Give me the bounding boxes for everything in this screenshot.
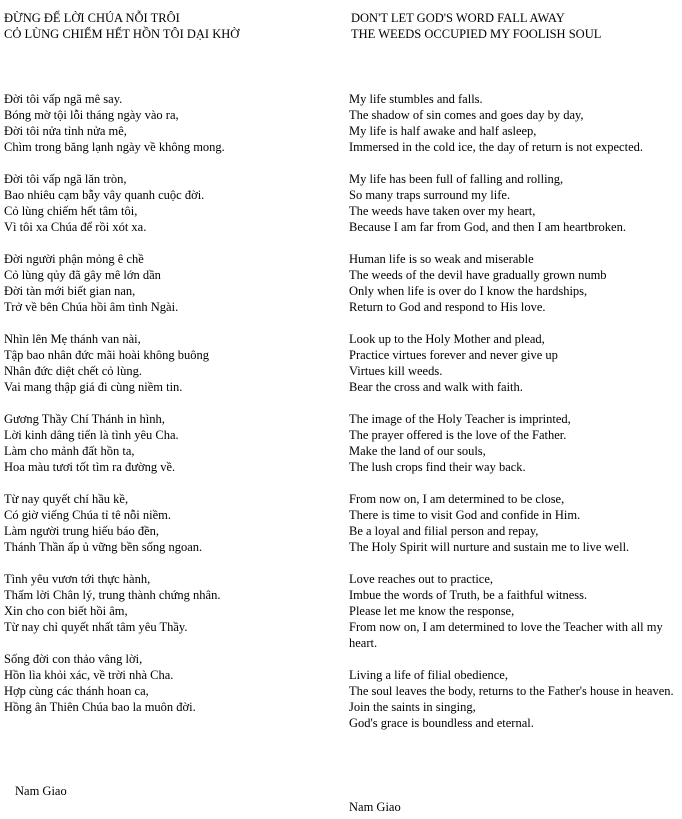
stanza [4,331,334,395]
poem-line: Có giờ viếng Chúa tỉ tê nỗi niềm. [4,508,172,522]
stanza [349,491,679,555]
poem-line: Vai mang thập giá đi cùng niềm tin. [4,380,183,394]
english-title [351,10,681,42]
poem-line: Bóng mờ tội lỗi tháng ngày vào ra, [4,108,179,122]
poem-line: Join the saints in singing, [349,700,476,714]
poem-line: Đời tôi vấp ngã mê say. [4,92,123,106]
poem-line: The shadow of sin comes and goes day by day, [349,108,584,122]
poem-line: Imbue the words of Truth, be a faithful witness. [349,588,588,602]
poem-line: From now on, I am determined to love the Teacher with all my heart. [349,620,663,650]
poem-line: My life has been full of falling and rolling, [349,172,564,186]
poem-line: Because I am far from God, and then I am heartbroken. [349,220,626,234]
poem-line: My life is half awake and half asleep, [349,124,537,138]
poem-line: Đời tôi nửa tỉnh nửa mê, [4,124,127,138]
poem-line: Only when life is over do I know the hardships, [349,284,588,298]
poem-line: Please let me know the response, [349,604,515,618]
english-author: Nam Giao [349,800,401,814]
stanza [349,411,679,475]
english-title-line-2: THE WEEDS OCCUPIED MY FOOLISH SOUL [351,27,602,41]
stanza [349,571,679,651]
poem-line: Human life is so weak and miserable [349,252,534,266]
poem-line: Cỏ lùng chiếm hết tâm tôi, [4,204,138,218]
poem-line: Trở về bên Chúa hồi âm tình Ngài. [4,300,179,314]
poem-line: Hoa màu tươi tốt tìm ra đường về. [4,460,176,474]
stanza [349,251,679,315]
vietnamese-title-line-1: ĐỪNG ĐỂ LỜI CHÚA NỖI TRÔI [4,11,180,25]
poem-line: There is time to visit God and confide in Him. [349,508,581,522]
poem-line: Làm người trung hiếu báo đền, [4,524,160,538]
stanza [349,667,679,731]
poem-line: Nhìn lên Mẹ thánh van nài, [4,332,141,346]
poem-line: Love reaches out to practice, [349,572,494,586]
poem-line: Đời tàn mới biết gian nan, [4,284,136,298]
stanza [4,651,334,715]
poem-line: Lời kinh dâng tiến là tình yêu Cha. [4,428,179,442]
poem-line: God's grace is boundless and eternal. [349,716,534,730]
poem-line: Cỏ lùng qủy đã gây mê lớn dần [4,268,161,282]
poem-line: Bao nhiêu cạm bẫy vây quanh cuộc đời. [4,188,205,202]
poem-line: Bear the cross and walk with faith. [349,380,523,394]
poem-line: Xin cho con biết hồi âm, [4,604,128,618]
poem-line: The soul leaves the body, returns to the Father's house in heaven. [349,684,674,698]
poem-line: From now on, I am determined to be close, [349,492,565,506]
poem-line: Từ nay quyết chí hầu kề, [4,492,129,506]
vietnamese-poem-body [4,91,334,731]
poem-line: Chìm trong băng lạnh ngày về không mong. [4,140,225,154]
poem-line: Hồn lìa khỏi xác, về trời nhà Cha. [4,668,174,682]
poem-line: Tập bao nhân đức mãi hoài không buông [4,348,209,362]
english-poem-body [349,91,679,747]
poem-line: Practice virtues forever and never give up [349,348,558,362]
poem-line: Be a loyal and filial person and repay, [349,524,539,538]
poem-line: Thánh Thần ấp ủ vững bền sống ngoan. [4,540,203,554]
poem-line: Làm cho mảnh đất hồn ta, [4,444,135,458]
poem-line: Return to God and respond to His love. [349,300,546,314]
stanza [4,91,334,155]
poem-line: Đời tôi vấp ngã lăn tròn, [4,172,127,186]
poem-line: My life stumbles and falls. [349,92,483,106]
poem-line: Living a life of filial obedience, [349,668,508,682]
poem-line: The weeds of the devil have gradually grown numb [349,268,607,282]
poem-line: Look up to the Holy Mother and plead, [349,332,545,346]
poem-line: Hợp cùng các thánh hoan ca, [4,684,149,698]
poem-line: Immersed in the cold ice, the day of return is not expected. [349,140,643,154]
poem-line: Vì tôi xa Chúa để rồi xót xa. [4,220,147,234]
poem-line: Gương Thầy Chí Thánh in hình, [4,412,165,426]
stanza [349,171,679,235]
poem-line: Đời người phận mỏng ê chề [4,252,144,266]
poem-line: The weeds have taken over my heart, [349,204,536,218]
poem-line: Hồng ân Thiên Chúa bao la muôn đời. [4,700,196,714]
poem-line: Virtues kill weeds. [349,364,443,378]
poem-line: Nhân đức diệt chết cỏ lùng. [4,364,142,378]
poem-line: Thấm lời Chân lý, trung thành chứng nhân. [4,588,221,602]
poem-line: The prayer offered is the love of the Father. [349,428,567,442]
poem-line: Make the land of our souls, [349,444,486,458]
stanza [4,571,334,635]
stanza [349,91,679,155]
poem-line: So many traps surround my life. [349,188,511,202]
stanza [4,491,334,555]
stanza [4,171,334,235]
english-title-line-1: DON'T LET GOD'S WORD FALL AWAY [351,11,565,25]
poem-line: The Holy Spirit will nurture and sustain me to live well. [349,540,630,554]
vietnamese-title-line-2: CỎ LÙNG CHIẾM HẾT HỒN TÔI DẠI KHỜ [4,27,240,41]
vietnamese-title [4,10,334,42]
poem-line: Sống đời con thảo vâng lời, [4,652,143,666]
stanza [4,411,334,475]
poem-line: The lush crops find their way back. [349,460,526,474]
stanza [4,251,334,315]
poem-line: The image of the Holy Teacher is imprinted, [349,412,571,426]
stanza [349,331,679,395]
vietnamese-author: Nam Giao [15,784,67,798]
poem-line: Từ nay chỉ quyết nhất tâm yêu Thầy. [4,620,188,634]
poem-line: Tình yêu vươn tới thực hành, [4,572,151,586]
